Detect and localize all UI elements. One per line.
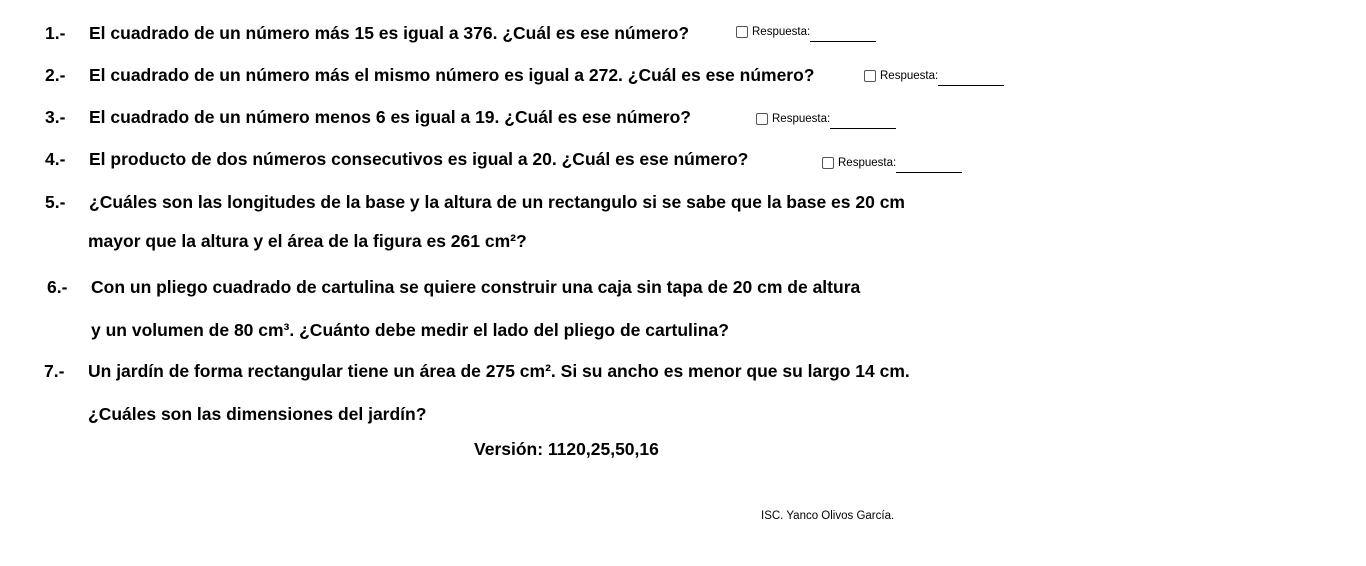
question-1-answer-checkbox[interactable]	[736, 26, 748, 38]
question-3-answer-field[interactable]	[830, 112, 896, 129]
question-1-text: El cuadrado de un número más 15 es igual a 376. ¿Cuál es ese número?	[89, 23, 690, 43]
question-2-answer-label: Respuesta:	[880, 70, 939, 82]
question-5-text-line-1: ¿Cuáles son las longitudes de la base y la altura de un rectangulo si se sabe que la base es 20 cm	[89, 192, 905, 212]
question-4-answer	[822, 156, 962, 176]
question-7-number: 7.-	[44, 361, 65, 381]
question-4-text: El producto de dos números consecutivos es igual a 20. ¿Cuál es ese número?	[89, 149, 749, 169]
question-4-answer-field[interactable]	[896, 156, 962, 173]
question-3-number: 3.-	[45, 107, 66, 127]
question-7-text-line-1: Un jardín de forma rectangular tiene un área de 275 cm². Si su ancho es menor que su largo 14 cm.	[88, 361, 910, 381]
question-1-answer	[736, 25, 876, 45]
question-1-answer-field[interactable]	[810, 25, 876, 42]
question-3-text: El cuadrado de un número menos 6 es igual a 19. ¿Cuál es ese número?	[89, 107, 691, 127]
question-2-answer	[864, 69, 1004, 89]
version-label: Versión: 1120,25,50,16	[474, 439, 659, 459]
question-5-number: 5.-	[45, 192, 66, 212]
question-5-text-line-2: mayor que la altura y el área de la figura es 261 cm²?	[88, 231, 527, 251]
question-2-answer-field[interactable]	[938, 69, 1004, 86]
question-4-answer-checkbox[interactable]	[822, 157, 834, 169]
question-3-answer	[756, 112, 896, 132]
question-3-answer-label: Respuesta:	[772, 113, 831, 125]
question-2-text: El cuadrado de un número más el mismo número es igual a 272. ¿Cuál es ese número?	[89, 65, 815, 85]
question-4-answer-label: Respuesta:	[838, 157, 897, 169]
question-2-answer-checkbox[interactable]	[864, 70, 876, 82]
author-credit: ISC. Yanco Olivos García.	[761, 510, 895, 522]
question-1-number: 1.-	[45, 23, 66, 43]
question-1-answer-label: Respuesta:	[752, 26, 811, 38]
question-7-text-line-2: ¿Cuáles son las dimensiones del jardín?	[88, 404, 427, 424]
question-6-text-line-1: Con un pliego cuadrado de cartulina se quiere construir una caja sin tapa de 20 cm de altura	[91, 277, 861, 297]
question-3-answer-checkbox[interactable]	[756, 113, 768, 125]
question-4-number: 4.-	[45, 149, 66, 169]
question-6-text-line-2: y un volumen de 80 cm³. ¿Cuánto debe medir el lado del pliego de cartulina?	[91, 320, 729, 340]
question-6-number: 6.-	[47, 277, 68, 297]
question-2-number: 2.-	[45, 65, 66, 85]
